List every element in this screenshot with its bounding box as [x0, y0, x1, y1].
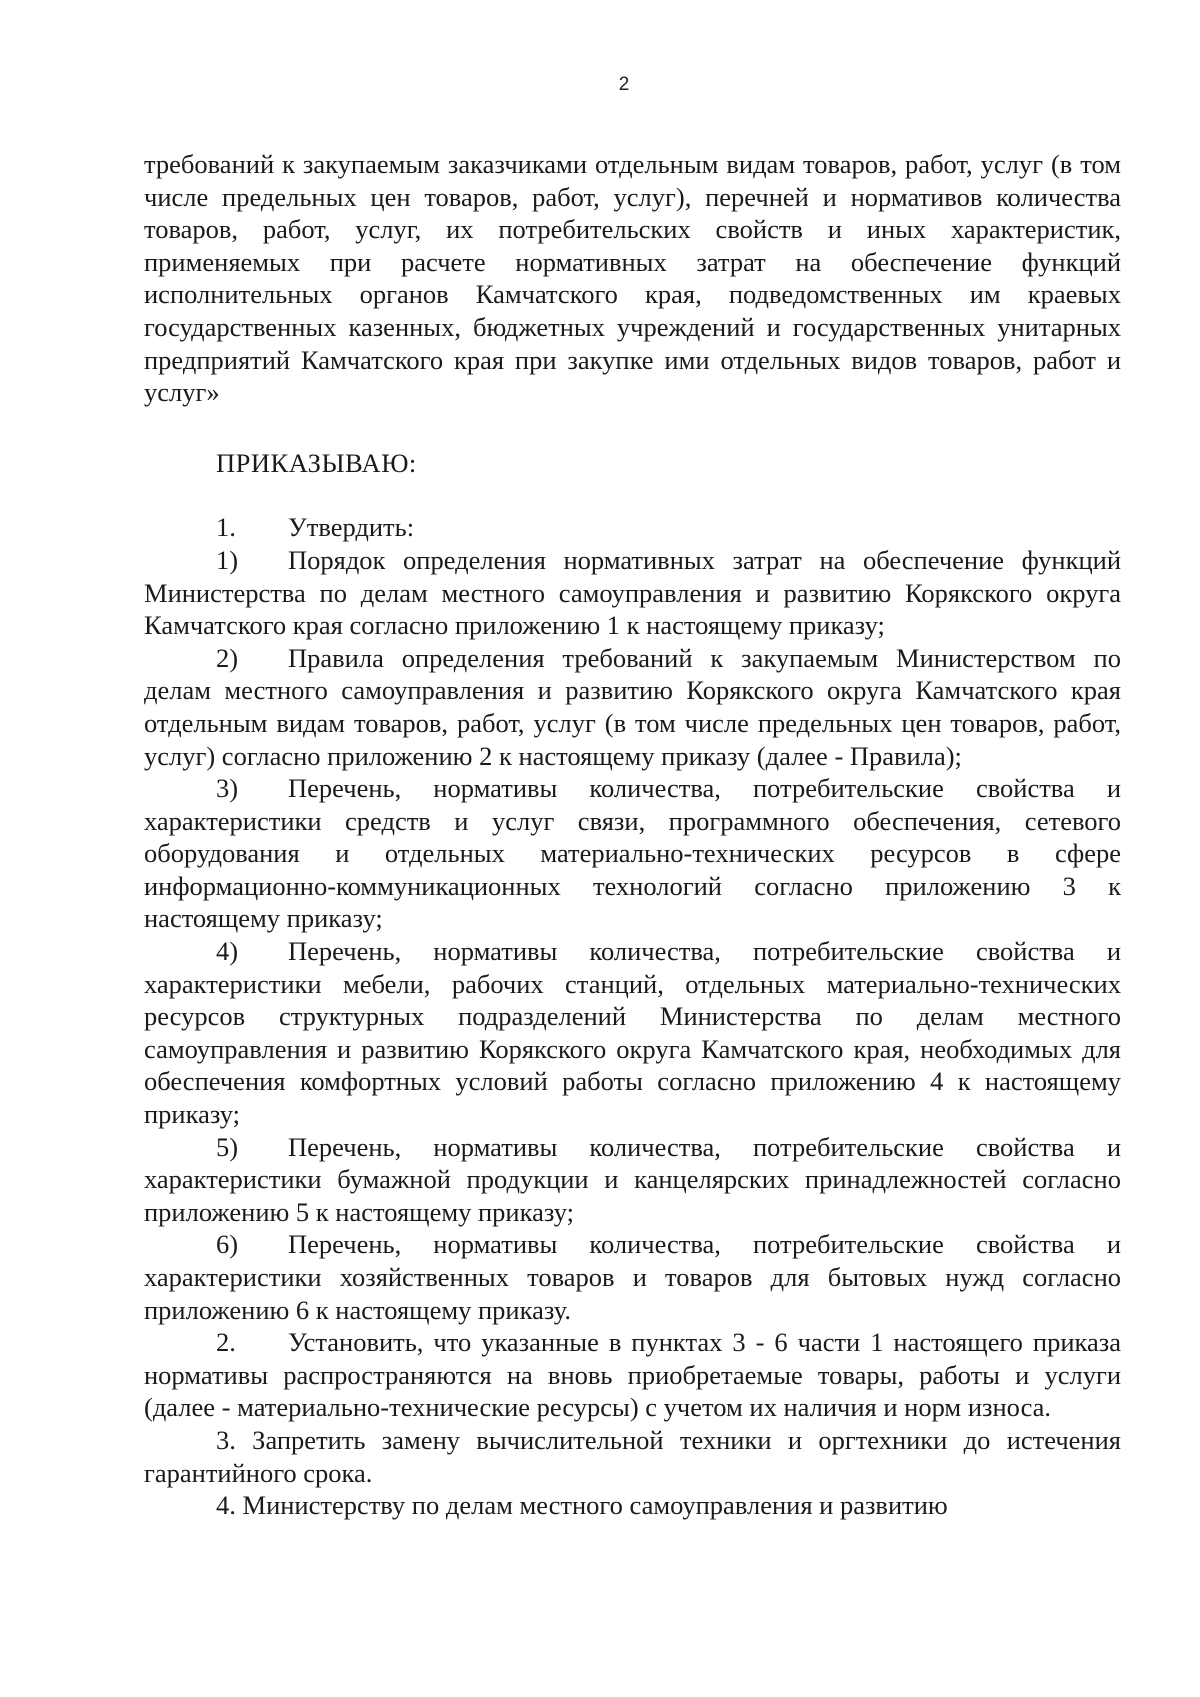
- subitem-text: Правила определения требований к закупаемым Министерством по делам местного самоуправления и развитию Корякского округа Камчатского края отдельным видам товаров, работ, услуг (в том числе предельных цен товаров, работ, услуг) согласно приложению 2 к настоящему приказу (далее - Правила);: [144, 642, 1121, 771]
- subitem-number: 6): [216, 1229, 239, 1260]
- subitem-number: 5): [216, 1131, 239, 1162]
- subitem-text: Порядок определения нормативных затрат на обеспечение функций Министерства по делам местного самоуправления и развитию Корякского округа Камчатского края согласно приложению 1 к настоящему приказу;: [144, 544, 1121, 641]
- order-item-4: 4. Министерству по делам местного самоуправления и развитию: [216, 1490, 948, 1521]
- subitem-text: Перечень, нормативы количества, потребительские свойства и характеристики мебели, рабочих станций, отдельных материально-технических ресурсов структурных подразделений Министерства по делам местного самоуправления и развитию Корякского округа Камчатского края, необходимых для обеспечения комфортных условий работы согласно приложению 4 к настоящему приказу;: [144, 936, 1121, 1130]
- item-number: 1.: [216, 512, 236, 543]
- order-item-2: [144, 1326, 1121, 1424]
- intro-paragraph: требований к закупаемым заказчиками отдельным видам товаров, работ, услуг (в том числе предельных цен товаров, работ, услуг), перечней и нормативов количества товаров, работ, услуг, их потребительских свойств и иных характеристик, применяемых при расчете нормативных затрат на обеспечение функций исполнительных органов Камчатского края, подведомственных им краевых государственных казенных, бюджетных учреждений и государственных унитарных предприятий Камчатского края при закупке ими отдельных видов товаров, работ и услуг»: [144, 149, 1121, 408]
- subitem-number: 3): [216, 773, 239, 804]
- subitem-5: [144, 1131, 1121, 1229]
- subitem-text: Перечень, нормативы количества, потребительские свойства и характеристики бумажной продукции и канцелярских принадлежностей согласно приложению 5 к настоящему приказу;: [144, 1131, 1121, 1227]
- subitem-text: Перечень, нормативы количества, потребительские свойства и характеристики средств и услуг связи, программного обеспечения, сетевого оборудования и отдельных материально-технических ресурсов в сфере информационно-коммуникационных технологий согласно приложению 3 к настоящему приказу;: [144, 773, 1121, 934]
- subitem-2: [144, 642, 1121, 772]
- subitem-4: [144, 935, 1121, 1131]
- document-body: [144, 148, 1121, 1522]
- subitem-number: 2): [216, 642, 239, 673]
- item-number: 2.: [216, 1327, 236, 1358]
- item-text: Утвердить:: [288, 512, 415, 543]
- page-number: 2: [618, 74, 630, 95]
- order-item-1: [144, 511, 1121, 544]
- subitem-6: [144, 1228, 1121, 1326]
- subitem-text: Перечень, нормативы количества, потребительские свойства и характеристики хозяйственных товаров и товаров для бытовых нужд согласно приложению 6 к настоящему приказу.: [144, 1229, 1121, 1325]
- item-text: Установить, что указанные в пунктах 3 - 6 части 1 настоящего приказа нормативы распространяются на вновь приобретаемые товары, работы и услуги (далее - материально-технические ресурсы) с учетом их наличия и норм износа.: [144, 1327, 1121, 1423]
- order-item-3: 3. Запретить замену вычислительной техники и оргтехники до истечения гарантийного срока.: [144, 1424, 1121, 1488]
- subitem-3: [144, 772, 1121, 935]
- subitem-1: [144, 544, 1121, 642]
- subitem-number: 1): [216, 544, 239, 575]
- order-heading: ПРИКАЗЫВАЮ:: [216, 447, 417, 478]
- subitem-number: 4): [216, 936, 239, 967]
